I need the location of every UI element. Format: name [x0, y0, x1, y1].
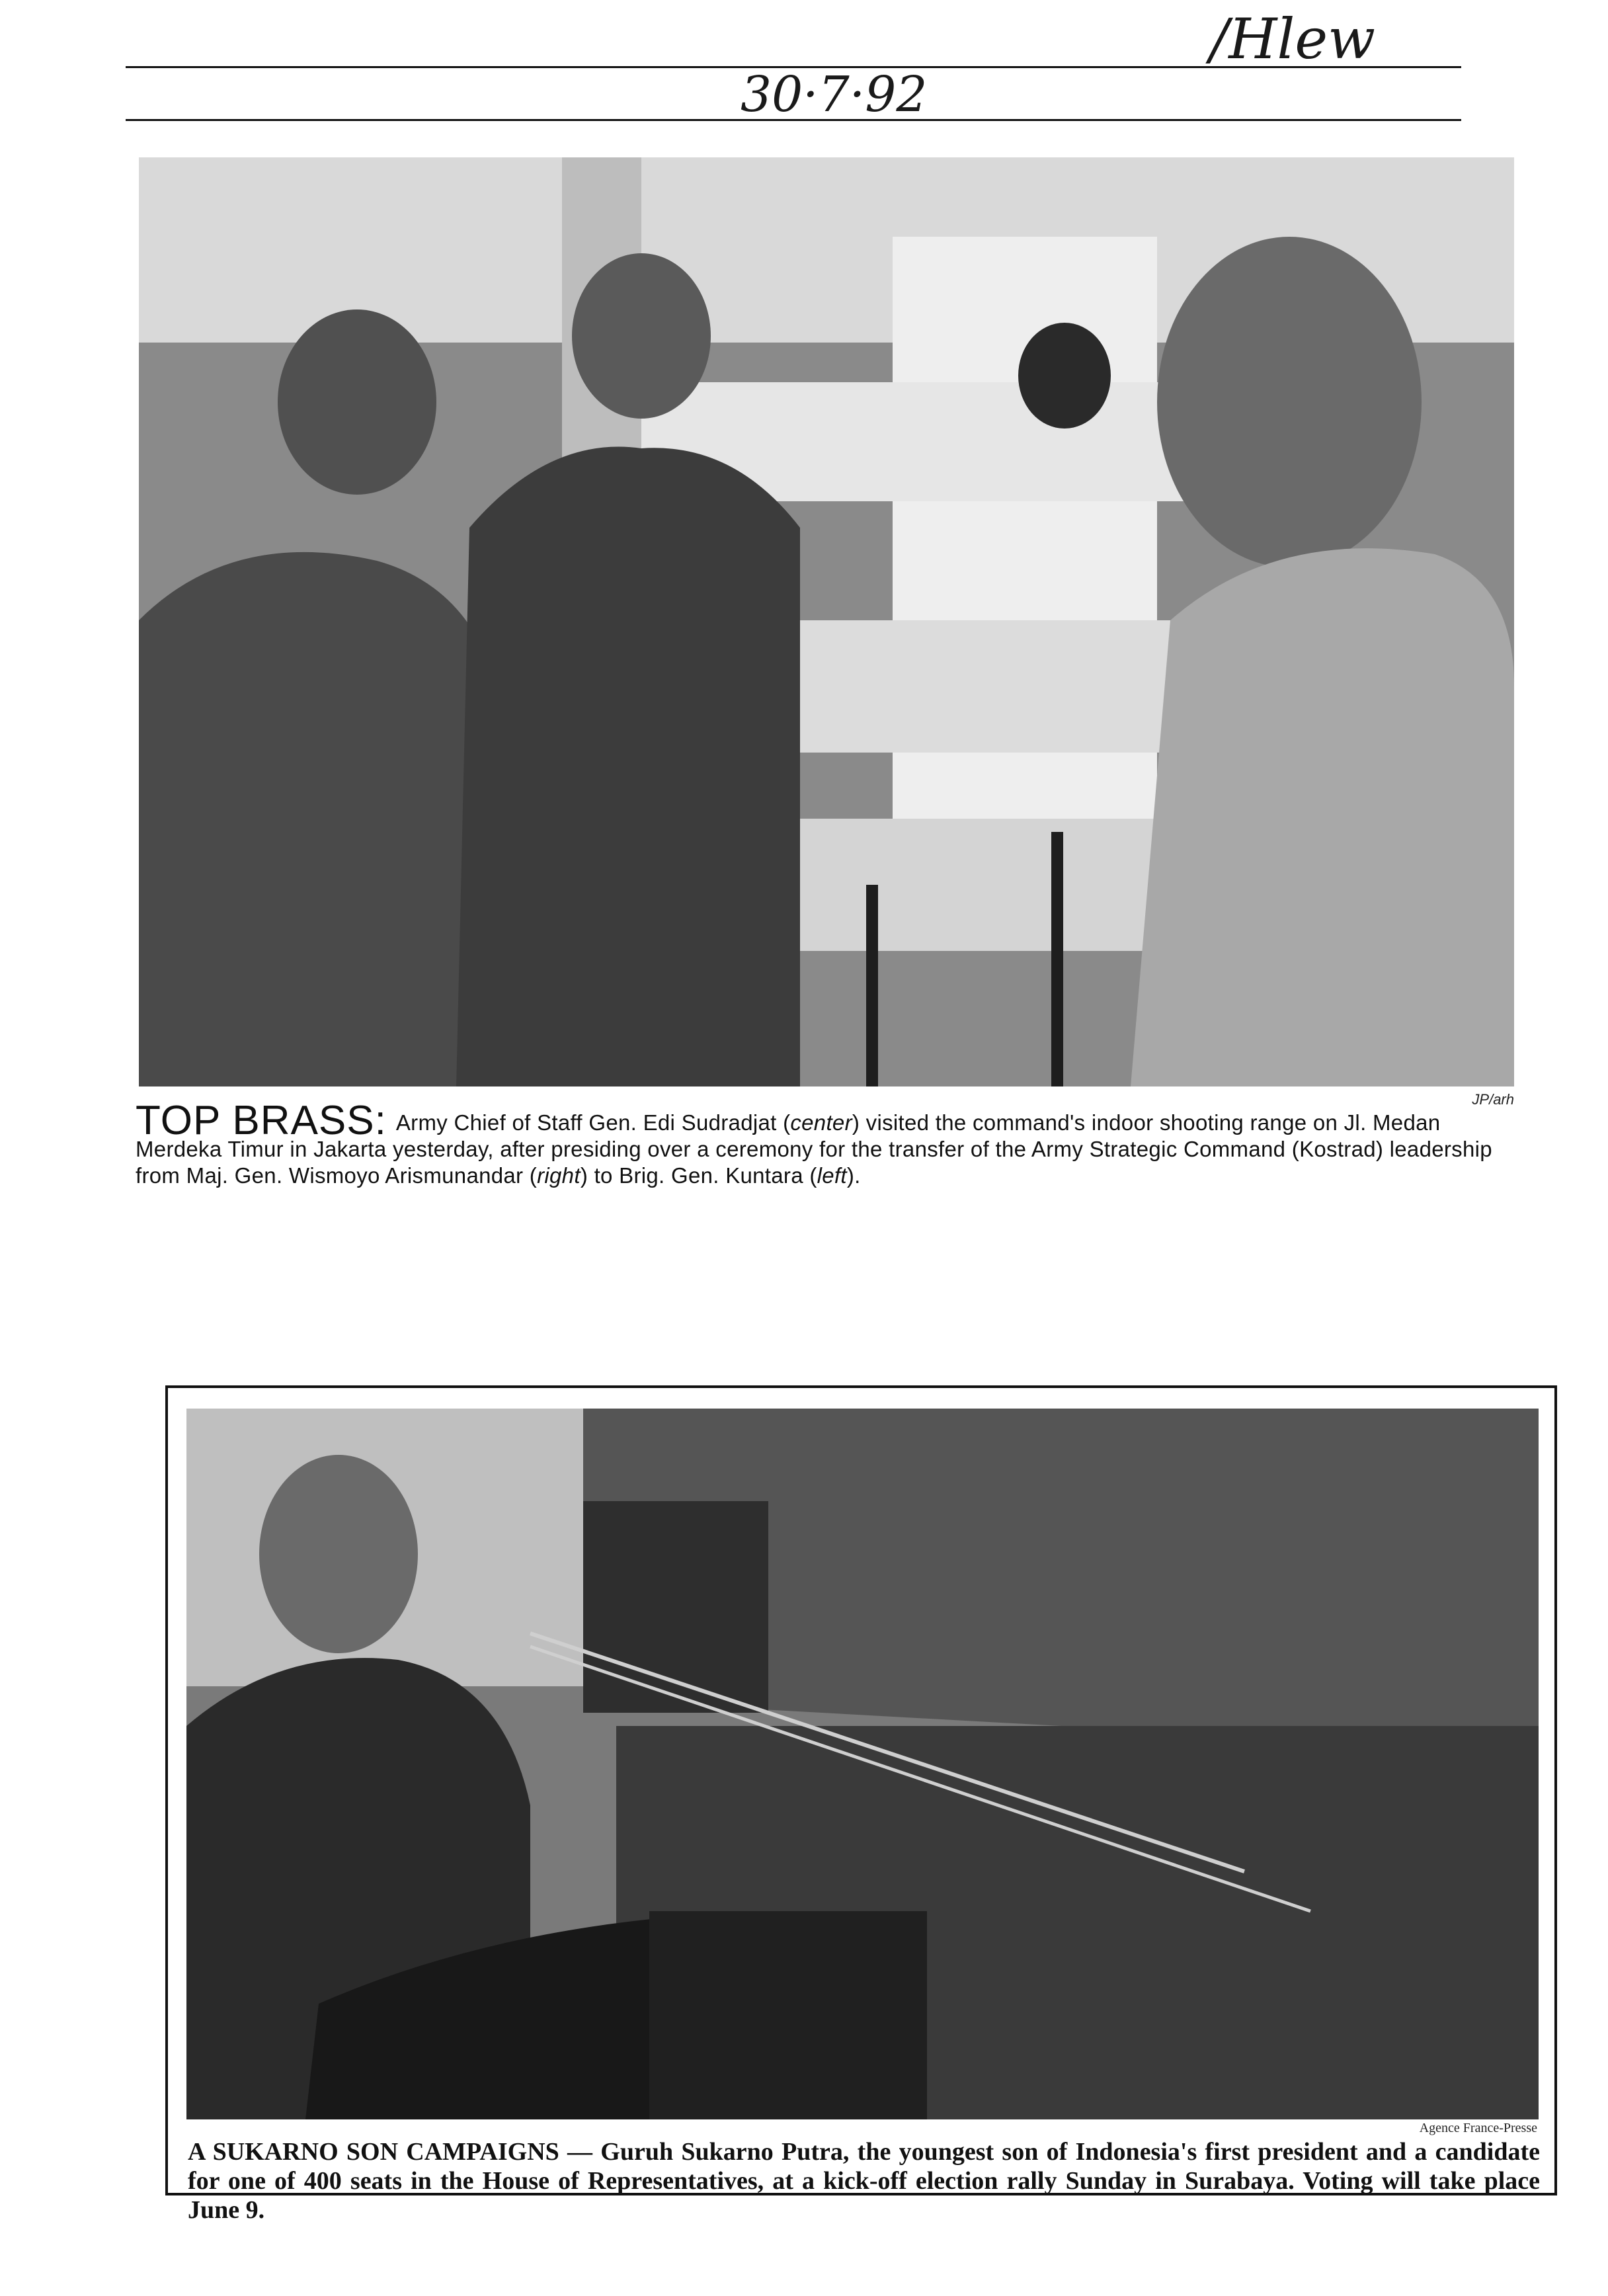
caption-role-left: left [817, 1163, 847, 1188]
caption-text-2: ) visited the command's indoor shooting range on Jl. Medan Merdeka Timur in Jakarta yesterday, after presiding over a ceremony for the transfer of the Army Strategic Command (Kostrad) leadership from Maj. Gen. Wismoyo Arismunandar ( [136, 1110, 1492, 1188]
caption-role-right: right [537, 1163, 581, 1188]
sukarno-caption: A SUKARNO SON CAMPAIGNS — Guruh Sukarno Putra, the youngest son of Indonesia's first president and a candidate for one of 400 seats in the House of Representatives, at a kick-off election rally Sunday in Surabaya. Voting will take place June 9. [188, 2138, 1540, 2224]
bottom-photo-credit: Agence France-Presse [1419, 2121, 1537, 2135]
caption-text-3: ) to Brig. Gen. Kuntara ( [580, 1163, 817, 1188]
top-photo-credit: JP/arh [1472, 1091, 1514, 1108]
top-brass-photo [139, 157, 1514, 1086]
caption-text-1: Army Chief of Staff Gen. Edi Sudradjat ( [395, 1110, 791, 1135]
handwritten-date: 30·7·92 [741, 66, 928, 123]
sukarno-rally-photo [186, 1409, 1539, 2119]
handwritten-note: /Hlew [1210, 7, 1376, 71]
caption-role-center: center [790, 1110, 852, 1135]
caption-text-4: ). [846, 1163, 861, 1188]
top-brass-headline: TOP BRASS: [136, 1098, 387, 1143]
